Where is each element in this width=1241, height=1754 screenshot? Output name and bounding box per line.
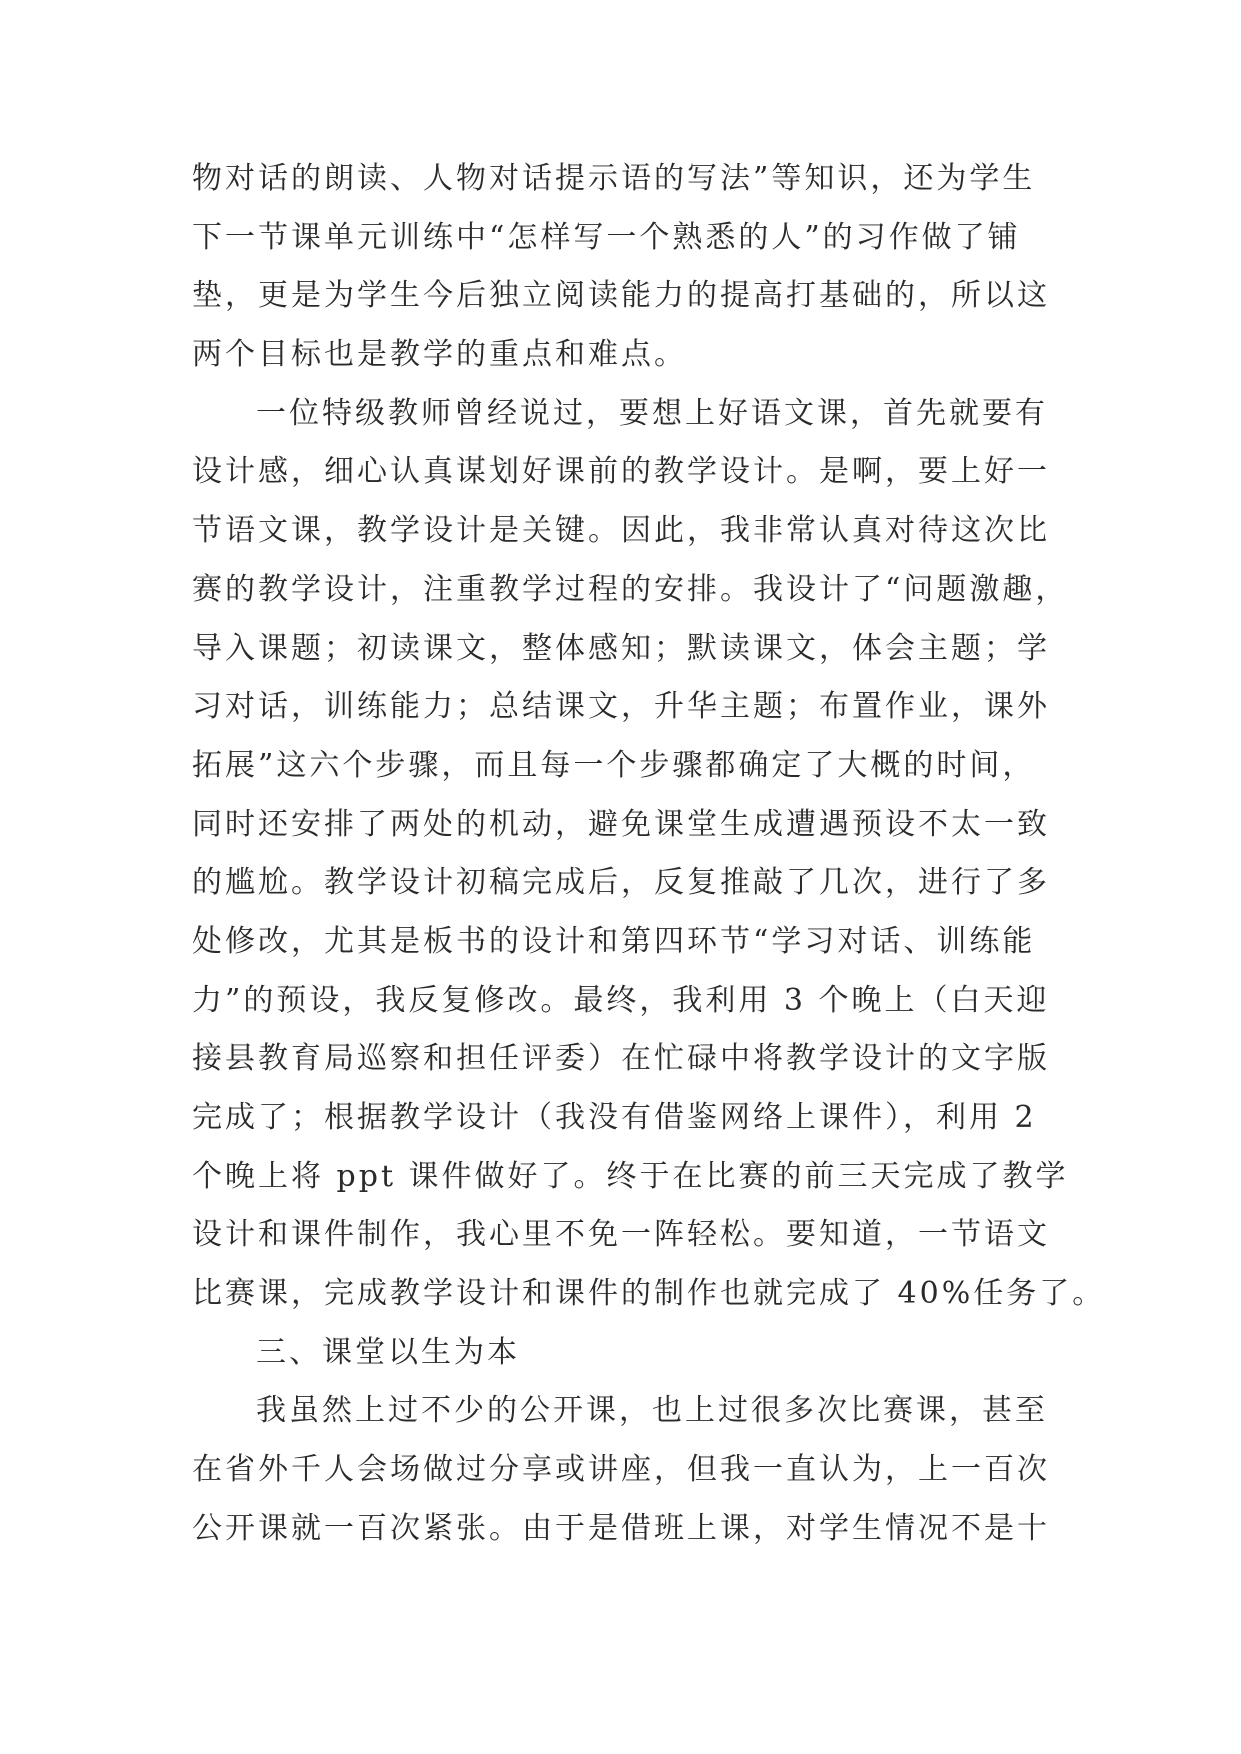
text-line: 力”的预设，我反复修改。最终，我利用 3 个晚上（白天迎 [192,982,1050,1018]
text-line: 接县教育局巡察和担任评委）在忙碌中将教学设计的文字版 [192,1041,1050,1077]
text-line: 两个目标也是教学的重点和难点。 [192,337,687,373]
text-line: 在省外千人会场做过分享或讲座，但我一直认为，上一百次 [192,1452,1050,1488]
text-line: 完成了；根据教学设计（我没有借鉴网络上课件），利用 2 [192,1100,1037,1135]
text-line: 下一节课单元训练中“怎样写一个熟悉的人”的习作做了铺 [192,219,1021,255]
paragraph-start-line: 一位特级教师曾经说过，要想上好语文课，首先就要有 [256,395,1048,431]
text-line: 比赛课，完成教学设计和课件的制作也就完成了 40%任务了。 [192,1276,1106,1312]
text-line: 导入课题；初读课文，整体感知；默读课文，体会主题；学 [192,630,1050,666]
document-body [192,150,1106,1559]
text-line: 垫，更是为学生今后独立阅读能力的提高打基础的，所以这 [192,278,1050,314]
text-line: 设计和课件制作，我心里不免一阵轻松。要知道，一节语文 [192,1217,1050,1253]
text-line: 同时还安排了两处的机动，避免课堂生成遭遇预设不太一致 [192,806,1050,842]
text-line: 节语文课，教学设计是关键。因此，我非常认真对待这次比 [192,513,1050,549]
section-heading: 三、课堂以生为本 [256,1334,520,1370]
text-line: 的尴尬。教学设计初稿完成后，反复推敲了几次，进行了多 [192,865,1050,901]
text-line: 物对话的朗读、人物对话提示语的写法”等知识，还为学生 [192,161,1036,196]
text-line: 赛的教学设计，注重教学过程的安排。我设计了“问题激趣， [192,571,1069,607]
text-line: 处修改，尤其是板书的设计和第四环节“学习对话、训练能 [192,923,1036,959]
text-line: 公开课就一百次紧张。由于是借班上课，对学生情况不是十 [192,1510,1050,1546]
text-line: 设计感，细心认真谋划好课前的教学设计。是啊，要上好一 [192,454,1050,490]
text-line: 拓展”这六个步骤，而且每一个步骤都确定了大概的时间， [192,747,1036,783]
paragraph-start-line: 我虽然上过不少的公开课，也上过很多次比赛课，甚至 [256,1393,1048,1429]
text-line: 习对话，训练能力；总结课文，升华主题；布置作业，课外 [192,689,1050,725]
text-line: 个晚上将 ppt 课件做好了。终于在比赛的前三天完成了教学 [192,1158,1069,1194]
